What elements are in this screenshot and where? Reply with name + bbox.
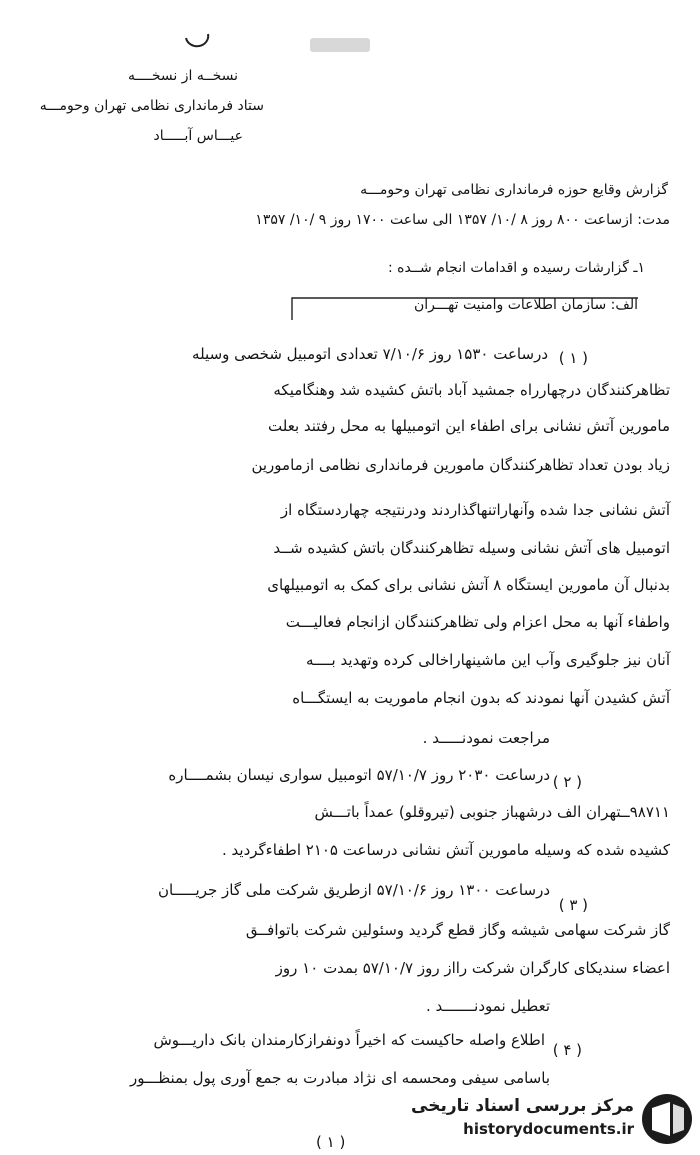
item-line: آتش کشیدن آنها نمودند که بدون انجام ماموریت به ایستگـــاه (292, 689, 670, 707)
item-line: زیاد بودن تعداد تظاهرکنندگان مامورین فرمانداری نظامی ازمامورین (251, 456, 670, 474)
item-line: بدنبال آن مامورین ایستگاه ۸ آتش نشانی برای کمک به اتومبیلهای (267, 576, 670, 594)
item-line: مراجعت نمودنـــــد . (422, 729, 550, 747)
item-line: اعضاء سندیکای کارگران شرکت رااز روز ۵۷/۱۰/۷ بمدت ۱۰ روز (275, 959, 670, 977)
office-line: عیـــاس آبـــــاد (153, 128, 243, 144)
watermark-url: historydocuments.ir (463, 1120, 634, 1138)
item-line: درساعت ۲۰۳۰ روز ۵۷/۱۰/۷ اتومبیل سواری نیسان بشمــــاره (168, 766, 550, 784)
item-line: تظاهرکنندگان درچهارراه جمشید آباد باتش کشیده شد وهنگامیکه (273, 381, 670, 399)
item-line: کشیده شده که وسیله مامورین آتش نشانی درساعت ۲۱۰۵ اطفاءگردید . (221, 841, 670, 859)
item-number: ( ۳ ) (558, 896, 588, 914)
subsection-bracket (290, 296, 640, 322)
watermark-title: مرکز بررسی اسناد تاریخی (411, 1096, 634, 1116)
item-line: مامورین آتش نشانی برای اطفاء این اتومبیلها به محل رفتند بعلت (268, 417, 670, 435)
item-line: آنان نیز جلوگیری وآب این ماشینهاراخالی کرده وتهدید بــــه (305, 651, 670, 669)
page-number: ( ۱ ) (316, 1133, 346, 1151)
stamp-smudge (310, 38, 370, 52)
item-line: باسامی سیفی ومحسمه ای نژاد مبادرت به جمع آوری پول بمنظـــور (130, 1069, 550, 1087)
item-line: درساعت ۱۳۰۰ روز ۵۷/۱۰/۶ ازطریق شرکت ملی گاز جریـــــان (157, 881, 550, 899)
item-line: درساعت ۱۵۳۰ روز ۷/۱۰/۶ تعدادی اتومبیل شخصی وسیله (192, 345, 548, 363)
item-line: اطلاع واصله حاکیست که اخیراً دونفرازکارمندان بانک داریـــوش (153, 1031, 545, 1049)
copy-line: نسخــه از نسخــــه (127, 68, 238, 84)
item-number: ( ۴ ) (552, 1041, 582, 1059)
item-line: اتومبیل های آتش نشانی وسیله تظاهرکنندگان باتش کشیده شــد (273, 539, 670, 557)
item-number: ( ۱ ) (558, 349, 588, 367)
section-heading: ۱ـ گزارشات رسیده و اقدامات انجام شــده : (387, 260, 645, 276)
item-line: ۹۸۷۱۱ــتهران الف درشهباز جنوبی (تیروقلو) عمداً باتـــش (314, 803, 670, 821)
archive-logo-icon (640, 1092, 694, 1146)
report-period: مدت: ازساعت ۸۰۰ روز ۸ /۱۰/ ۱۳۵۷ الی ساعت ۱۷۰۰ روز ۹ /۱۰/ ۱۳۵۷ (255, 212, 670, 228)
item-line: گاز شرکت سهامی شیشه وگاز قطع گردید وسئولین شرکت باتوافــق (245, 921, 670, 939)
item-number: ( ۲ ) (552, 773, 582, 791)
report-title: گزارش وقایع حوزه فرمانداری نظامی تهران وحومـــه (360, 182, 668, 198)
item-line: واطفاء آنها به محل اعزام ولی تظاهرکنندگان ازانجام فعالیـــت (285, 613, 670, 631)
item-line: تعطیل نمودنـــــــد . (426, 997, 550, 1015)
stamp-circle-icon (180, 26, 214, 52)
item-line: آتش نشانی جدا شده وآنهاراتنهاگذاردند ودرنتیجه چهاردستگاه از (280, 501, 670, 519)
watermark (400, 1090, 694, 1146)
subsection-heading: الف: سازمان اطلاعات وامنیت تهـــران (413, 297, 638, 313)
org-line: ستاد فرمانداری نظامی تهران وحومـــه (39, 98, 264, 114)
